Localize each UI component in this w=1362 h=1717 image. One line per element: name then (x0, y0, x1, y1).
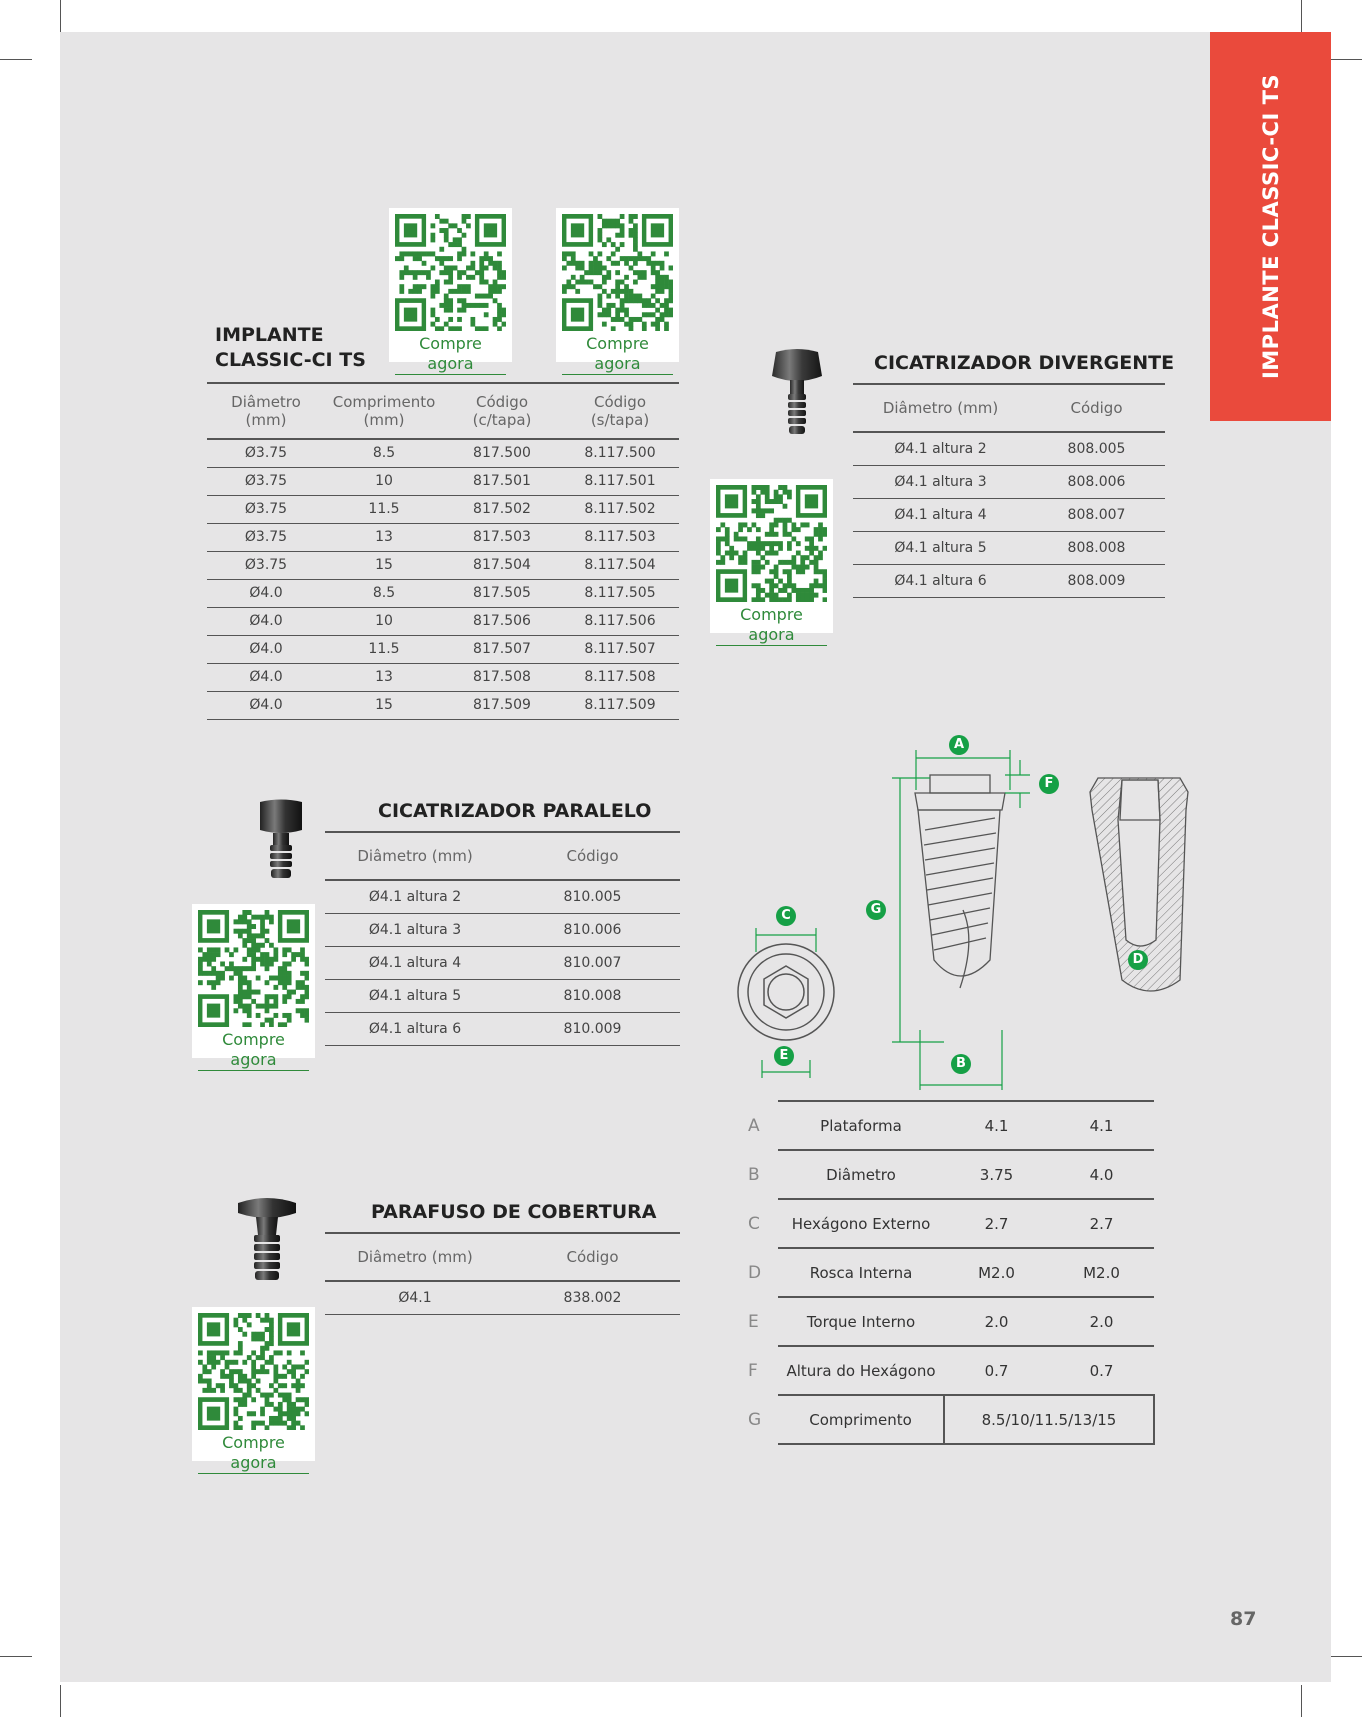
dimension-row (748, 1101, 1154, 1150)
table-cell: 8.117.506 (561, 607, 679, 635)
table-cell: 8.117.500 (561, 439, 679, 467)
dimension-letter: C (748, 1213, 760, 1234)
paralelo-table (325, 831, 680, 1046)
marker-c: C (776, 906, 796, 926)
table-cell: 8.117.504 (561, 551, 679, 579)
crop-mark (1330, 59, 1362, 60)
table-row (325, 913, 680, 946)
dimension-name: Rosca Interna (778, 1248, 944, 1297)
crop-mark (0, 1656, 32, 1657)
table-cell: 808.006 (1028, 465, 1165, 498)
dimension-v2: 2.7 (1049, 1199, 1154, 1248)
table-cell: 8.117.507 (561, 635, 679, 663)
table-row (853, 465, 1165, 498)
implante-rows (207, 439, 679, 719)
table-cell: Ø4.1 altura 2 (853, 432, 1028, 465)
col-header: Diâmetro (mm) (207, 383, 325, 439)
crop-mark (1301, 0, 1302, 32)
table-cell: 15 (325, 691, 443, 719)
dimension-row (748, 1150, 1154, 1199)
dimension-v2: 2.0 (1049, 1297, 1154, 1346)
table-cell: Ø3.75 (207, 467, 325, 495)
dimension-v1: 4.1 (944, 1101, 1049, 1150)
dimension-v1: 0.7 (944, 1346, 1049, 1395)
table-cell: 810.009 (505, 1012, 680, 1045)
table-row (207, 439, 679, 467)
dimension-v1: 2.0 (944, 1297, 1049, 1346)
implante-table (207, 382, 679, 720)
table-cell: 13 (325, 523, 443, 551)
marker-f: F (1039, 774, 1059, 794)
table-cell: 808.009 (1028, 564, 1165, 597)
table-row (853, 564, 1165, 597)
table-cell: Ø3.75 (207, 439, 325, 467)
marker-a: A (949, 735, 969, 755)
table-row (207, 523, 679, 551)
side-tab-label: IMPLANTE CLASSIC-CI TS (1258, 73, 1283, 380)
table-cell: 8.5 (325, 439, 443, 467)
buy-now-link[interactable]: Compre agora (562, 334, 673, 375)
dimensions-table (748, 1100, 1155, 1445)
table-row (325, 1281, 680, 1314)
paralelo-title: CICATRIZADOR PARALELO (378, 800, 652, 822)
dimension-row (748, 1248, 1154, 1297)
table-cell: Ø4.0 (207, 663, 325, 691)
table-cell: Ø4.1 altura 3 (325, 913, 505, 946)
col-header: Código (505, 832, 680, 880)
table-cell: 817.502 (443, 495, 561, 523)
qr-card-divergente[interactable] (710, 479, 833, 644)
side-view (915, 775, 1005, 988)
table-cell: 11.5 (325, 635, 443, 663)
table-cell: 808.005 (1028, 432, 1165, 465)
dimension-letter: E (748, 1311, 759, 1332)
table-cell: 838.002 (505, 1281, 680, 1314)
dimension-letter: D (748, 1262, 762, 1283)
table-cell: Ø4.1 (325, 1281, 505, 1314)
top-view (738, 944, 834, 1040)
table-cell: Ø4.1 altura 6 (853, 564, 1028, 597)
buy-now-link[interactable]: Compre agora (716, 605, 827, 646)
table-row (207, 607, 679, 635)
table-cell: 15 (325, 551, 443, 579)
parafuso-title: PARAFUSO DE COBERTURA (371, 1201, 657, 1223)
dimension-v2: 0.7 (1049, 1346, 1154, 1395)
dimension-v_merged: 8.5/10/11.5/13/15 (944, 1395, 1154, 1444)
table-cell: Ø3.75 (207, 551, 325, 579)
dimension-row (748, 1346, 1154, 1395)
dimension-name: Diâmetro (778, 1150, 944, 1199)
qr-card-implante-ctapa[interactable] (389, 208, 512, 373)
table-cell: 817.506 (443, 607, 561, 635)
parafuso-rows (325, 1281, 680, 1314)
crop-mark (0, 59, 32, 60)
marker-e: E (774, 1046, 794, 1066)
table-cell: 817.507 (443, 635, 561, 663)
table-cell: Ø3.75 (207, 495, 325, 523)
qr-card-implante-stapa[interactable] (556, 208, 679, 373)
qr-code-icon[interactable] (198, 1313, 309, 1430)
table-cell: Ø4.1 altura 6 (325, 1012, 505, 1045)
table-row (207, 467, 679, 495)
table-row (207, 663, 679, 691)
table-cell: Ø4.0 (207, 691, 325, 719)
dimension-v1: 3.75 (944, 1150, 1049, 1199)
dimension-v1: 2.7 (944, 1199, 1049, 1248)
table-cell: 8.117.501 (561, 467, 679, 495)
table-cell: 817.500 (443, 439, 561, 467)
cicatrizador-paralelo-image (256, 798, 306, 882)
table-cell: 10 (325, 467, 443, 495)
crop-mark (60, 0, 61, 32)
col-header: Código (s/tapa) (561, 383, 679, 439)
col-header: Diâmetro (mm) (853, 384, 1028, 432)
dimension-name: Comprimento (778, 1395, 944, 1444)
table-row (207, 551, 679, 579)
divergente-rows (853, 432, 1165, 597)
dimension-v2: M2.0 (1049, 1248, 1154, 1297)
qr-code-icon[interactable] (395, 214, 506, 331)
table-row (853, 432, 1165, 465)
table-cell: 808.007 (1028, 498, 1165, 531)
table-row (325, 880, 680, 913)
parafuso-header-row (325, 1233, 680, 1281)
buy-now-link[interactable]: Compre agora (395, 334, 506, 375)
table-row (853, 531, 1165, 564)
table-cell: 817.504 (443, 551, 561, 579)
table-cell: Ø4.1 altura 5 (325, 979, 505, 1012)
qr-code-icon[interactable] (198, 910, 309, 1027)
col-header: Código (c/tapa) (443, 383, 561, 439)
table-row (325, 979, 680, 1012)
dimension-v2: 4.0 (1049, 1150, 1154, 1199)
table-cell: 810.006 (505, 913, 680, 946)
table-cell: 11.5 (325, 495, 443, 523)
dimension-letter: G (748, 1409, 762, 1430)
page-number: 87 (1230, 1608, 1257, 1630)
table-row (207, 495, 679, 523)
table-cell: 13 (325, 663, 443, 691)
table-cell: 8.117.509 (561, 691, 679, 719)
table-cell: 8.117.505 (561, 579, 679, 607)
table-cell: Ø3.75 (207, 523, 325, 551)
crop-mark (1301, 1685, 1302, 1717)
col-header: Diâmetro (mm) (325, 1233, 505, 1281)
implante-title-line1: IMPLANTE (215, 324, 324, 346)
table-cell: 8.117.503 (561, 523, 679, 551)
dimension-letter: B (748, 1164, 760, 1185)
parafuso-table (325, 1232, 680, 1315)
qr-card-paralelo[interactable] (192, 904, 315, 1069)
qr-code-icon[interactable] (562, 214, 673, 331)
table-cell: 817.505 (443, 579, 561, 607)
col-header: Código (505, 1233, 680, 1281)
table-cell: 810.005 (505, 880, 680, 913)
qr-card-parafuso[interactable] (192, 1307, 315, 1472)
col-header: Diâmetro (mm) (325, 832, 505, 880)
col-header: Comprimento (mm) (325, 383, 443, 439)
paralelo-header-row (325, 832, 680, 880)
divergente-title: CICATRIZADOR DIVERGENTE (874, 352, 1175, 374)
parafuso-cobertura-image (234, 1193, 300, 1283)
divergente-header-row (853, 384, 1165, 432)
dimension-letter: A (748, 1115, 760, 1136)
dimensions-rows (748, 1101, 1154, 1444)
implante-title-line2: CLASSIC-CI TS (215, 349, 366, 371)
table-cell: 817.501 (443, 467, 561, 495)
marker-g: G (866, 900, 886, 920)
table-row (207, 579, 679, 607)
marker-d: D (1128, 950, 1148, 970)
table-row (207, 635, 679, 663)
table-cell: Ø4.1 altura 2 (325, 880, 505, 913)
table-cell: 8.5 (325, 579, 443, 607)
divergente-table (853, 383, 1165, 598)
table-cell: 810.008 (505, 979, 680, 1012)
buy-now-link[interactable]: Compre agora (198, 1433, 309, 1474)
table-cell: Ø4.1 altura 5 (853, 531, 1028, 564)
dimension-row (748, 1297, 1154, 1346)
dimension-row (748, 1199, 1154, 1248)
table-cell: Ø4.0 (207, 607, 325, 635)
crop-mark (1330, 1656, 1362, 1657)
buy-now-link[interactable]: Compre agora (198, 1030, 309, 1071)
table-cell: Ø4.1 altura 4 (325, 946, 505, 979)
cicatrizador-divergente-image (766, 348, 828, 438)
table-row (207, 691, 679, 719)
table-cell: 810.007 (505, 946, 680, 979)
table-cell: 8.117.508 (561, 663, 679, 691)
dimension-letter: F (748, 1360, 758, 1381)
dimension-name: Hexágono Externo (778, 1199, 944, 1248)
dimension-v2: 4.1 (1049, 1101, 1154, 1150)
table-cell: Ø4.0 (207, 635, 325, 663)
implante-title (215, 323, 366, 373)
table-cell: 8.117.502 (561, 495, 679, 523)
table-cell: 817.503 (443, 523, 561, 551)
table-row (853, 498, 1165, 531)
dimension-row (748, 1395, 1154, 1444)
qr-code-icon[interactable] (716, 485, 827, 602)
paralelo-rows (325, 880, 680, 1045)
implante-header-row (207, 383, 679, 439)
dimension-name: Torque Interno (778, 1297, 944, 1346)
dimension-name: Plataforma (778, 1101, 944, 1150)
crop-mark (60, 1685, 61, 1717)
table-row (325, 1012, 680, 1045)
dimension-v1: M2.0 (944, 1248, 1049, 1297)
table-cell: Ø4.0 (207, 579, 325, 607)
table-cell: Ø4.1 altura 3 (853, 465, 1028, 498)
table-cell: 817.509 (443, 691, 561, 719)
table-row (325, 946, 680, 979)
col-header: Código (1028, 384, 1165, 432)
dimension-name: Altura do Hexágono (778, 1346, 944, 1395)
table-cell: 10 (325, 607, 443, 635)
marker-b: B (951, 1054, 971, 1074)
table-cell: Ø4.1 altura 4 (853, 498, 1028, 531)
table-cell: 808.008 (1028, 531, 1165, 564)
table-cell: 817.508 (443, 663, 561, 691)
